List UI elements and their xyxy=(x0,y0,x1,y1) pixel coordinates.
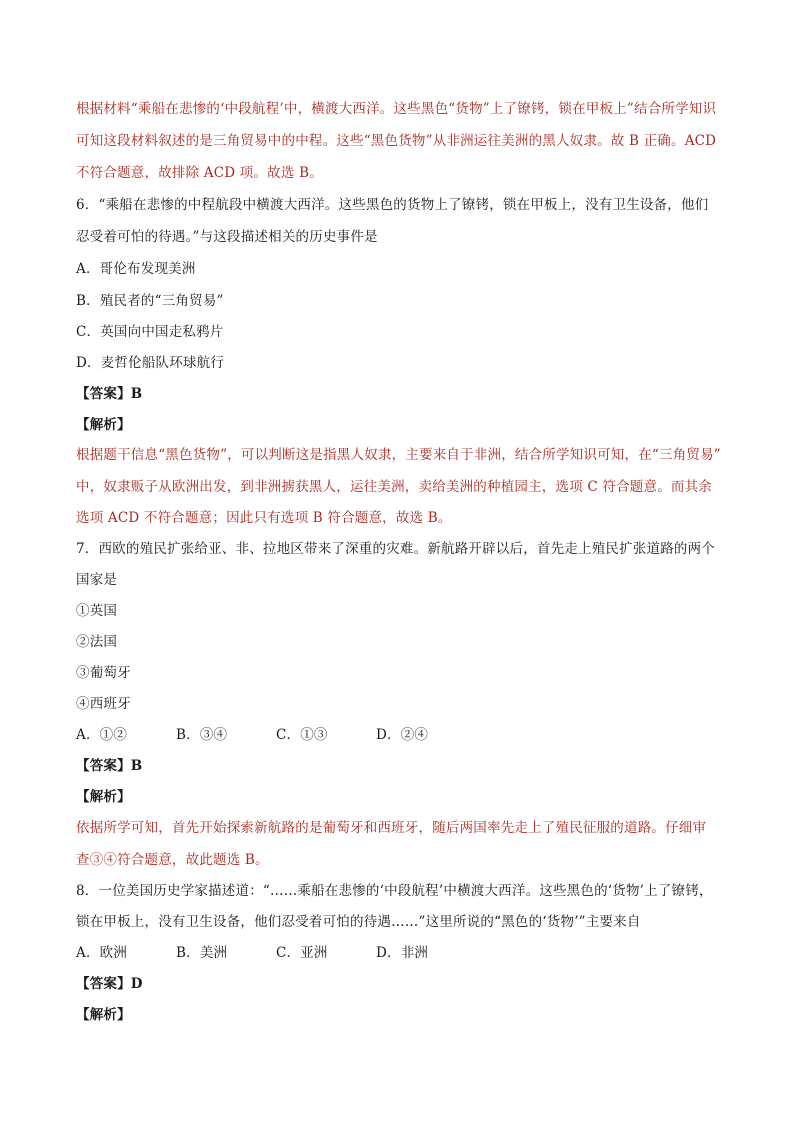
choice-item: ①英国 xyxy=(76,603,118,619)
analysis-label: 【解析】 xyxy=(76,417,131,433)
analysis-text-line: 根据材料“乘船在悲惨的‘中段航程’中，横渡大西洋。这些黑色“货物”上了镣铐，锁在甲板上”结合所学知识 xyxy=(76,101,717,117)
answer-label: 【答案】B xyxy=(76,758,143,774)
analysis-text-line: 不符合题意，故排除 ACD 项。故选 B。 xyxy=(76,165,323,181)
analysis-text-line: 查③④符合题意，故此题选 B。 xyxy=(76,852,269,868)
option-d: D．②④ xyxy=(376,727,429,743)
analysis-text-line: 依据所学可知，首先开始探索新航路的是葡萄牙和西班牙，随后两国率先走上了殖民征服的道路。仔细审 xyxy=(76,820,707,836)
choice-item: ②法国 xyxy=(76,634,118,650)
question-stem-line: 6．“乘船在悲惨的中程航段中横渡大西洋。这些黑色的货物上了镣铐，锁在甲板上，没有卫生设备，他们 xyxy=(76,197,709,213)
option-d: D．非洲 xyxy=(376,945,429,961)
option-a: A．欧洲 xyxy=(76,945,128,961)
option-a: A．①② xyxy=(76,727,128,743)
option-d: D．麦哲伦船队环球航行 xyxy=(76,355,225,371)
analysis-label: 【解析】 xyxy=(76,1007,131,1023)
options-row xyxy=(76,943,428,963)
question-stem-line: 7．西欧的殖民扩张给亚、非、拉地区带来了深重的灾难。新航路开辟以后，首先走上殖民扩张道路的两个 xyxy=(76,541,715,557)
option-c: C．亚洲 xyxy=(276,945,328,961)
question-stem-line: 8．一位美国历史学家描述道：“……乘船在悲惨的‘中段航程’中横渡大西洋。这些黑色的‘货物’上了镣铐， xyxy=(76,883,713,899)
question-stem-line: 锁在甲板上，没有卫生设备，他们忍受着可怕的待遇……”这里所说的“黑色的‘货物’”主要来自 xyxy=(76,914,641,930)
analysis-text-line: 选项 ACD 不符合题意；因此只有选项 B 符合题意，故选 B。 xyxy=(76,510,452,526)
question-stem-line: 国家是 xyxy=(76,572,118,588)
option-c: C．英国向中国走私鸦片 xyxy=(76,324,224,340)
options-row xyxy=(76,725,428,745)
choice-item: ④西班牙 xyxy=(76,696,131,712)
answer-label: 【答案】B xyxy=(76,386,143,402)
option-b: B．殖民者的“三角贸易” xyxy=(76,293,224,309)
answer-label: 【答案】D xyxy=(76,976,143,992)
analysis-text-line: 中，奴隶贩子从欧洲出发，到非洲掳获黑人，运往美洲，卖给美洲的种植园主，选项 C 符合题意。而其余 xyxy=(76,479,713,495)
analysis-text-line: 根据题干信息“黑色货物”，可以判断这是指黑人奴隶，主要来自于非洲，结合所学知识可知，在“三角贸易” xyxy=(76,447,721,463)
option-b: B．③④ xyxy=(176,727,228,743)
option-b: B．美洲 xyxy=(176,945,228,961)
option-a: A．哥伦布发现美洲 xyxy=(76,261,196,277)
choice-item: ③葡萄牙 xyxy=(76,665,131,681)
question-stem-line: 忍受着可怕的待遇。”与这段描述相关的历史事件是 xyxy=(76,229,378,245)
analysis-label: 【解析】 xyxy=(76,789,131,805)
analysis-text-line: 可知这段材料叙述的是三角贸易中的中程。这些“黑色货物”从非洲运往美洲的黑人奴隶。故 B 正确。ACD xyxy=(76,133,717,149)
option-c: C．①③ xyxy=(276,727,328,743)
